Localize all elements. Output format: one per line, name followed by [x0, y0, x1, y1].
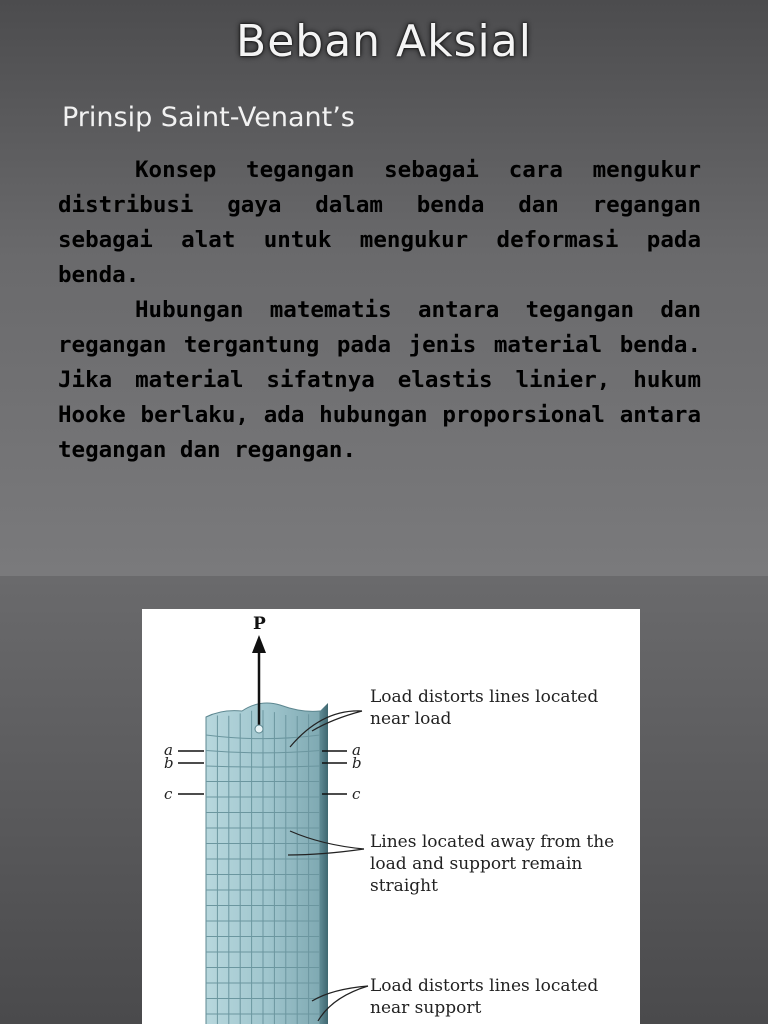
callout-near-load: Load distorts lines located near load	[370, 687, 599, 729]
callout-away-from-load: Lines located away from the load and support remain straight	[370, 832, 615, 896]
paragraph-1: Konsep tegangan sebagai cara mengukur distribusi gaya dalam benda dan regangan sebagai alat untuk mengukur deformasi pada benda.	[58, 157, 701, 288]
slide-body	[58, 153, 701, 468]
deformed-bar-illustration	[142, 609, 640, 1024]
saint-venant-figure	[142, 609, 640, 1024]
label-b-right: b	[352, 754, 362, 772]
label-c-left: c	[164, 785, 173, 803]
label-c-right: c	[352, 785, 361, 803]
label-a-left: a	[164, 741, 173, 759]
paragraph-2: Hubungan matematis antara tegangan dan regangan tergantung pada jenis material benda. Jika material sifatnya elastis linier, hukum Hooke berlaku, ada hubungan proporsional antara tegangan dan regangan.	[58, 297, 701, 463]
label-b-left: b	[164, 754, 174, 772]
load-label: P	[253, 614, 266, 634]
slide-2	[0, 576, 768, 1024]
slide-subtitle: Prinsip Saint-Venant’s	[62, 102, 355, 133]
slide-title: Beban Aksial	[236, 16, 532, 67]
load-arrow-head	[252, 635, 266, 653]
load-point	[255, 725, 263, 733]
label-a-right: a	[352, 741, 361, 759]
callout-near-support: Load distorts lines located near support	[370, 976, 599, 1018]
